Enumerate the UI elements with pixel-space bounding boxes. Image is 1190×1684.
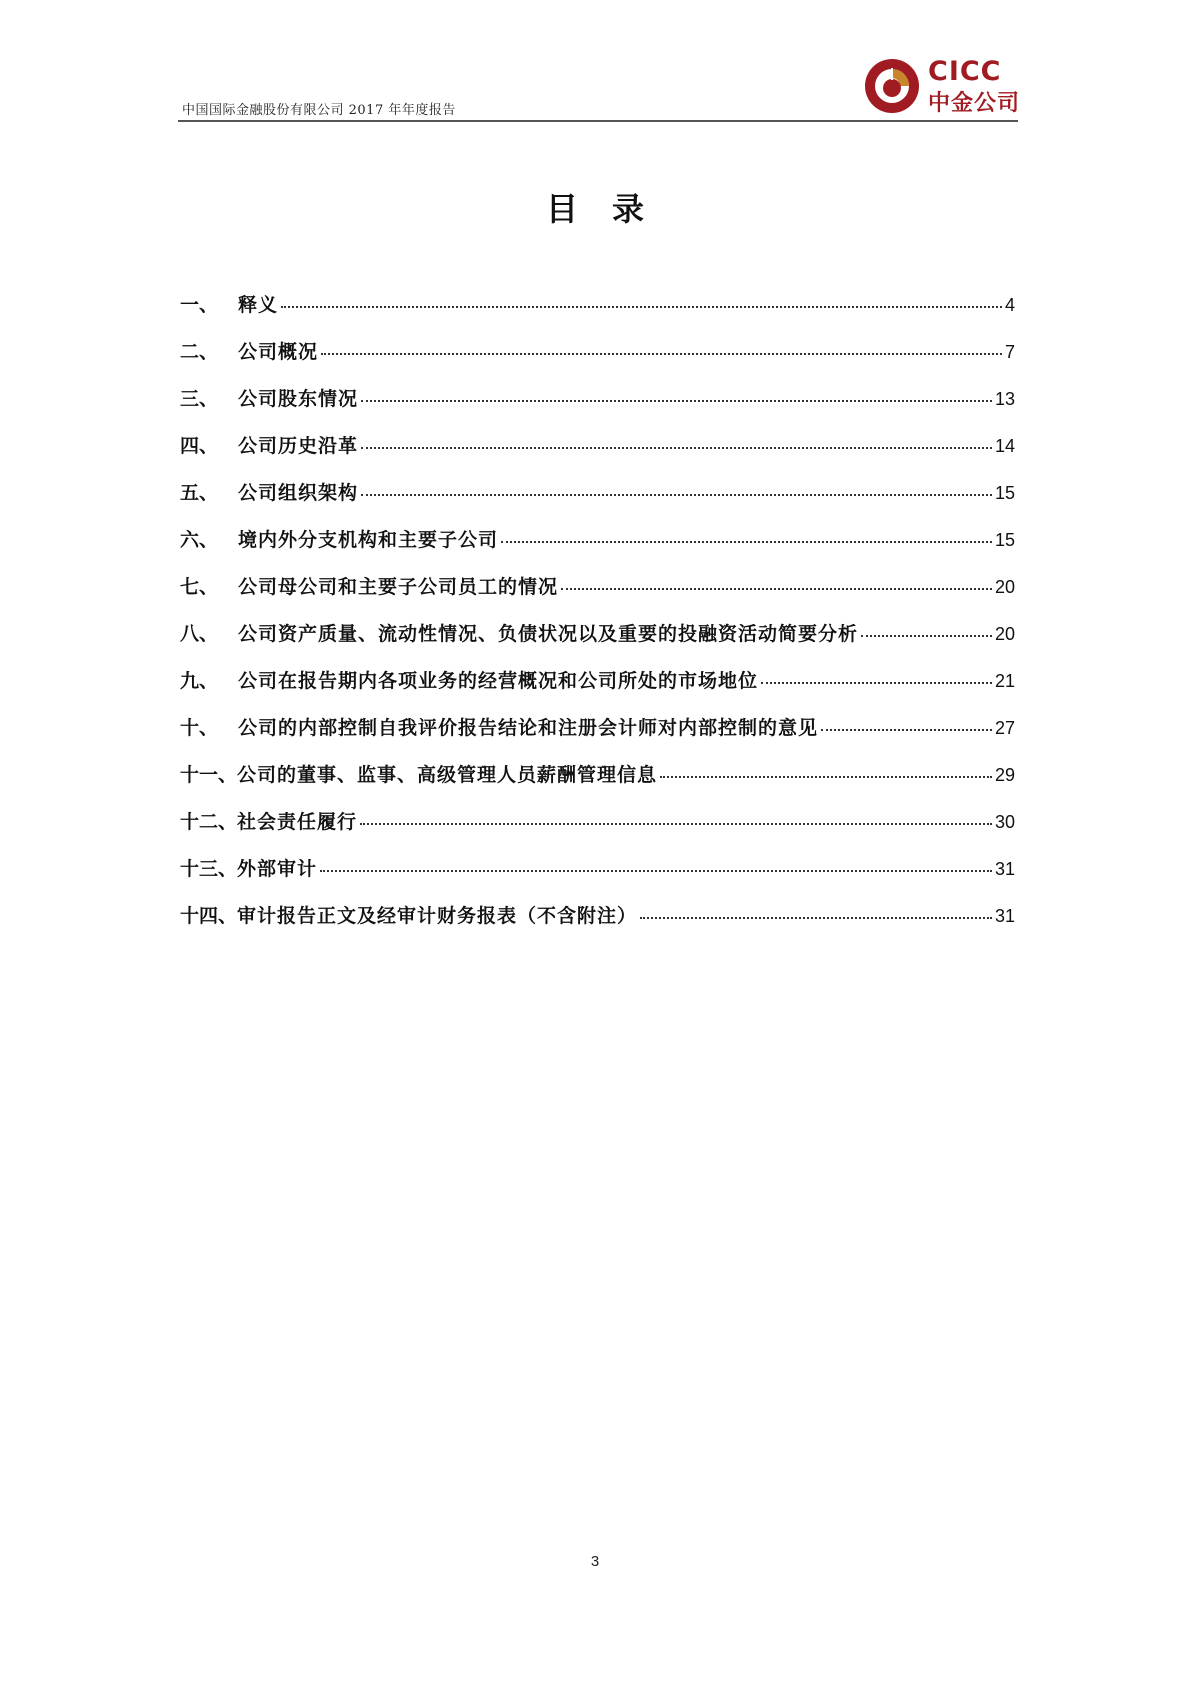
toc-entry[interactable] [180, 619, 1015, 666]
toc-entry-label: 公司在报告期内各项业务的经营概况和公司所处的市场地位 [238, 670, 759, 692]
toc-entry-number: 十二、 [180, 811, 238, 833]
toc-entry-number: 七、 [180, 576, 219, 598]
toc-entry-label: 公司资产质量、流动性情况、负债状况以及重要的投融资活动简要分析 [238, 623, 859, 645]
toc-entry-label: 公司历史沿革 [238, 435, 359, 457]
table-of-contents [180, 290, 1015, 948]
toc-dot-leader [321, 353, 1002, 355]
toc-entry-page: 14 [994, 436, 1015, 456]
toc-entry[interactable] [180, 760, 1015, 807]
toc-entry-number: 十三、 [180, 858, 238, 880]
toc-entry-label: 公司股东情况 [238, 388, 359, 410]
toc-dot-leader [821, 729, 992, 731]
toc-dot-leader [561, 588, 992, 590]
toc-entry-label: 公司母公司和主要子公司员工的情况 [238, 576, 559, 598]
toc-dot-leader [361, 494, 992, 496]
toc-entry[interactable] [180, 384, 1015, 431]
toc-entry[interactable] [180, 713, 1015, 760]
toc-entry[interactable] [180, 572, 1015, 619]
toc-entry-number: 六、 [180, 529, 219, 551]
toc-entry-label: 外部审计 [237, 858, 318, 880]
toc-entry-number: 四、 [180, 435, 219, 457]
toc-entry[interactable] [180, 478, 1015, 525]
report-header-title: 中国国际金融股份有限公司 2017 年年度报告 [182, 103, 456, 118]
toc-entry-page: 31 [994, 859, 1015, 879]
toc-entry[interactable] [180, 431, 1015, 478]
toc-entry[interactable] [180, 337, 1015, 384]
cicc-logo [864, 56, 1024, 116]
toc-entry-label: 社会责任履行 [237, 811, 358, 833]
toc-entry-page: 15 [994, 530, 1015, 550]
toc-entry-number: 二、 [180, 341, 219, 363]
logo-text-en: CICC [928, 56, 1002, 87]
toc-entry-label: 公司概况 [238, 341, 319, 363]
toc-entry-label: 境内外分支机构和主要子公司 [238, 529, 499, 551]
toc-entry-page: 15 [994, 483, 1015, 503]
toc-dot-leader [281, 306, 1002, 308]
toc-dot-leader [320, 870, 992, 872]
toc-dot-leader [761, 682, 992, 684]
toc-entry-page: 30 [994, 812, 1015, 832]
toc-entry[interactable] [180, 901, 1015, 948]
toc-entry-label: 公司的内部控制自我评价报告结论和注册会计师对内部控制的意见 [238, 717, 819, 739]
toc-entry-number: 八、 [180, 623, 219, 645]
toc-entry-number: 十、 [180, 717, 219, 739]
toc-entry[interactable] [180, 807, 1015, 854]
toc-entry[interactable] [180, 666, 1015, 713]
toc-dot-leader [501, 541, 992, 543]
toc-entry-number: 十四、 [180, 905, 238, 927]
toc-entry-label: 释义 [238, 294, 279, 316]
toc-entry-page: 7 [1004, 342, 1015, 362]
toc-entry-page: 21 [994, 671, 1015, 691]
toc-dot-leader [361, 447, 992, 449]
logo-text-cn: 中金公司 [928, 91, 1021, 116]
toc-entry-label: 公司组织架构 [238, 482, 359, 504]
toc-entry-page: 13 [994, 389, 1015, 409]
toc-entry[interactable] [180, 525, 1015, 572]
toc-entry-page: 20 [994, 624, 1015, 644]
toc-entry-number: 一、 [180, 294, 219, 316]
toc-entry-number: 五、 [180, 482, 219, 504]
cicc-logo-mark-icon [864, 58, 920, 114]
toc-entry-number: 三、 [180, 388, 219, 410]
toc-entry-label: 审计报告正文及经审计财务报表（不含附注） [237, 905, 638, 927]
toc-entry-page: 27 [994, 718, 1015, 738]
header-divider [178, 120, 1018, 122]
toc-title: 目录 [545, 190, 678, 228]
toc-dot-leader [660, 776, 992, 778]
toc-dot-leader [640, 917, 992, 919]
toc-entry-label: 公司的董事、监事、高级管理人员薪酬管理信息 [237, 764, 658, 786]
toc-entry-page: 20 [994, 577, 1015, 597]
toc-entry[interactable] [180, 290, 1015, 337]
toc-entry-number: 十一、 [180, 764, 238, 786]
toc-dot-leader [361, 400, 992, 402]
toc-entry-page: 4 [1004, 295, 1015, 315]
toc-dot-leader [360, 823, 992, 825]
toc-entry[interactable] [180, 854, 1015, 901]
toc-entry-page: 29 [994, 765, 1015, 785]
toc-entry-number: 九、 [180, 670, 219, 692]
toc-entry-page: 31 [994, 906, 1015, 926]
page-number: 3 [590, 1553, 600, 1570]
toc-dot-leader [861, 635, 992, 637]
